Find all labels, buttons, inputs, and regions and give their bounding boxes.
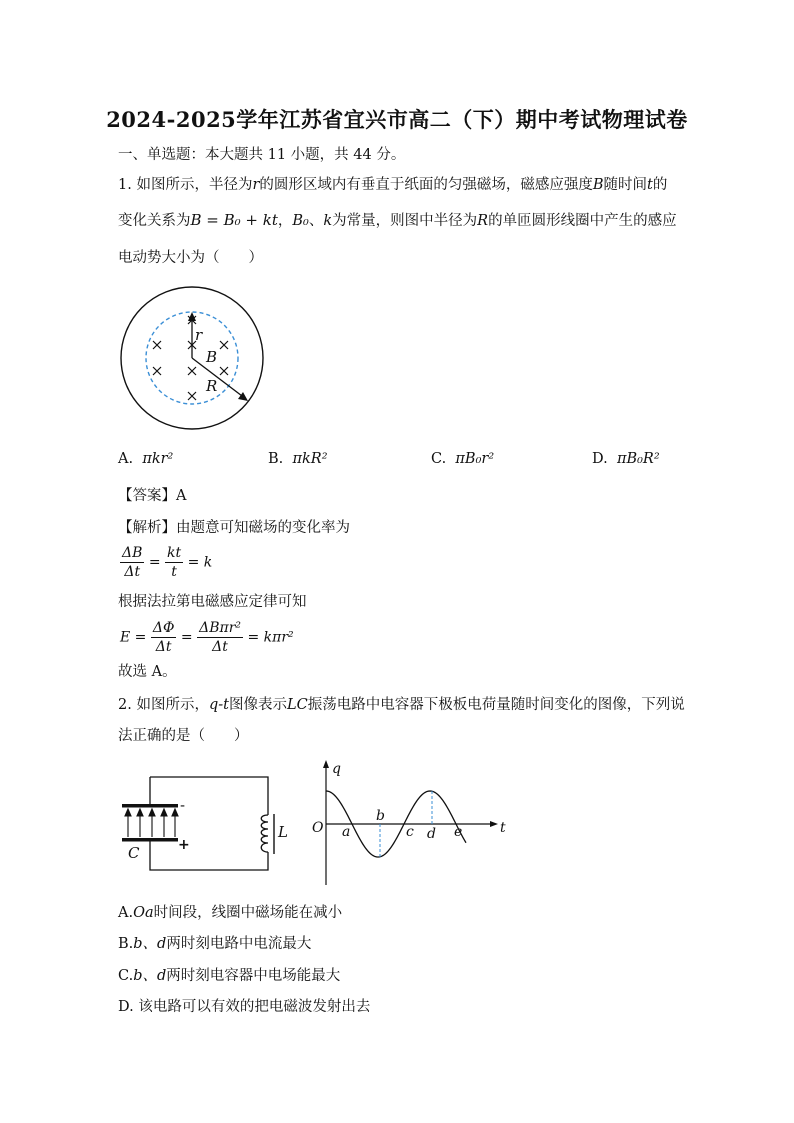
capacitor-top-plate xyxy=(122,804,178,808)
q2-qt-graph xyxy=(308,758,518,888)
point-c-label: c xyxy=(406,824,414,840)
label-r: r xyxy=(195,326,203,344)
q-axis-arrowhead xyxy=(323,760,329,768)
q1-answer: 【答案】A xyxy=(118,488,187,504)
q1-option-a[interactable]: A. πkr² xyxy=(118,451,174,467)
q1-conclusion: 故选 A。 xyxy=(118,664,177,680)
radius-R-line xyxy=(192,358,246,399)
label-B: B xyxy=(206,348,218,366)
q2-option-c[interactable]: C.b、d两时刻电容器中电场能最大 xyxy=(118,968,341,984)
point-d-label: d xyxy=(427,826,436,842)
q1-stem-line2: 变化关系为B = B₀ + kt，B₀、k为常量，则图中半径为R的单匝圆形线圈中产生的感应 xyxy=(118,211,677,229)
electric-field-arrows xyxy=(125,809,178,837)
page-title: 2024-2025学年江苏省宜兴市高二（下）期中考试物理试卷 xyxy=(106,107,688,132)
q1-option-b[interactable]: B. πkR² xyxy=(268,451,328,467)
q1-stem-line1: 1. 如图所示，半径为r的圆形区域内有垂直于纸面的匀强磁场，磁感应强度B随时间t的 xyxy=(118,177,668,193)
inductor-label: L xyxy=(278,823,288,841)
q2-option-d[interactable]: D. 该电路可以有效的把电磁波发射出去 xyxy=(118,999,371,1015)
capacitor-label: C xyxy=(128,844,140,862)
inductor-coil xyxy=(261,815,268,852)
origin-label: O xyxy=(312,820,324,836)
capacitor-bottom-plate xyxy=(122,838,178,842)
q2-stem-line1: 2. 如图所示，q-t图像表示LC振荡电路中电容器下极板电荷量随时间变化的图像，下列说 xyxy=(118,697,685,713)
capacitor-minus-sign: - xyxy=(180,798,186,814)
point-e-label: e xyxy=(454,824,463,840)
q1-option-c[interactable]: C. πB₀r² xyxy=(431,451,495,467)
point-b-label: b xyxy=(376,808,385,824)
label-R: R xyxy=(206,377,218,395)
q2-option-a[interactable]: A.Oa时间段，线圈中磁场能在减小 xyxy=(118,905,343,921)
q2-stem-line2: 法正确的是（ ） xyxy=(118,728,249,744)
q2-option-b[interactable]: B.b、d两时刻电路中电流最大 xyxy=(118,936,312,952)
q1-relation-formula: B = B₀ + kt xyxy=(190,211,278,229)
t-axis-arrowhead xyxy=(490,821,498,827)
q-axis-label: q xyxy=(332,761,341,777)
q2-lc-circuit xyxy=(118,770,293,882)
section-heading: 一、单选题：本大题共 11 小题，共 44 分。 xyxy=(118,147,406,163)
q1-law-text: 根据法拉第电磁感应定律可知 xyxy=(118,594,307,610)
point-a-label: a xyxy=(342,824,351,840)
q1-stem-line3: 电动势大小为（ ） xyxy=(118,250,263,266)
q1-analysis: 【解析】由题意可知磁场的变化率为 xyxy=(118,520,350,536)
t-axis-label: t xyxy=(500,820,506,836)
q1-equation-rate: $\frac{\Delta B}{\Delta t}$ = $\frac{kt}{t}$ = k xyxy=(122,545,213,580)
q1-equation-emf: E = $\frac{\Delta\Phi}{\Delta t}$ = $\frac{\text{ΔBπr²}}{\Delta t}$ = kπr² xyxy=(120,620,294,655)
q1-option-d[interactable]: D. πB₀R² xyxy=(592,451,660,467)
circuit-wire xyxy=(150,777,268,870)
capacitor-plus-sign: + xyxy=(178,837,190,853)
q1-magnetic-field-figure xyxy=(118,283,268,435)
